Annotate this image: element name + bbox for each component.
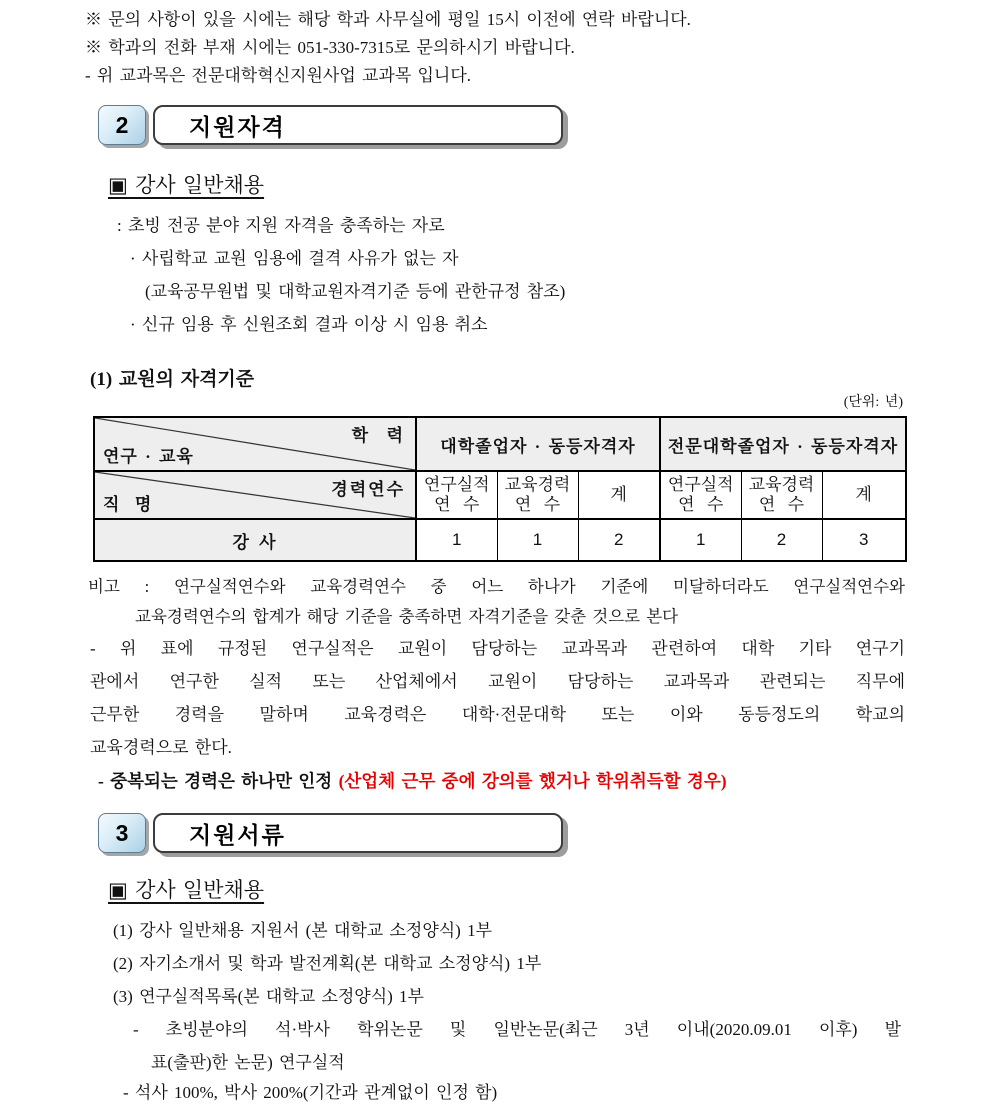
column-header-line: 연구실적	[667, 475, 734, 494]
remark-line: 교육경력연수의 합계가 해당 기준을 충족하면 자격기준을 갖춘 것으로 본다	[135, 607, 679, 626]
notices	[85, 6, 992, 90]
group-header-college: 전문대학졸업자 · 동등자격자	[660, 417, 906, 471]
table-corner-cell-career	[94, 471, 416, 519]
unit-label: (단위: 년)	[843, 395, 903, 410]
list-subitem: - 초빙분야의 석·박사 학위논문 및 일반논문(최근 3년 이내(2020.09.01 이후) 발	[133, 1020, 901, 1039]
list-subitem: - 석사 100%, 박사 200%(기간과 관계없이 인정 함)	[123, 1083, 498, 1102]
section-number-badge: 2	[98, 105, 146, 145]
column-header-line: 연구실적	[423, 475, 490, 494]
corner-label-top: 경력연수	[331, 480, 405, 499]
table-remark	[88, 572, 905, 632]
table-cell: 1	[660, 519, 741, 561]
list-item: (1) 강사 일반채용 지원서 (본 대학교 소정양식) 1부	[113, 921, 492, 940]
subheading-lecturer-hiring: ▣ 강사 일반채용	[108, 173, 265, 197]
note-red-text: (산업체 근무 중에 강의를 했거나 학위취득할 경우)	[338, 771, 727, 791]
duplicate-career-note	[98, 765, 992, 798]
section-number-badge: 3	[98, 813, 146, 853]
document-list	[85, 914, 992, 1107]
corner-label-top: 학 력	[351, 426, 405, 445]
criteria-paragraph	[90, 632, 905, 764]
notice-line: - 위 교과목은 전문대학혁신지원사업 교과목 입니다.	[85, 66, 472, 85]
paragraph-line: 관에서 연구한 실적 또는 산업체에서 교원이 담당하는 교과목과 관련되는 직무에	[90, 672, 905, 691]
list-item: (2) 자기소개서 및 학과 발전계획(본 대학교 소정양식) 1부	[113, 954, 542, 973]
note-black-text: - 중복되는 경력은 하나만 인정	[98, 771, 339, 791]
corner-label-bottom: 직 명	[103, 495, 153, 514]
column-header	[741, 471, 822, 519]
column-header-line: 연 수	[434, 495, 480, 514]
paragraph-line: 교육경력으로 한다.	[90, 738, 232, 757]
qualification-criteria-table	[93, 416, 907, 562]
table-cell: 2	[578, 519, 660, 561]
paragraph-line: - 위 표에 규정된 연구실적은 교원이 담당하는 교과목과 관련하여 대학 기타 연구기	[90, 639, 905, 658]
section-title-box: 지원서류	[153, 813, 563, 853]
table-corner-cell-education	[94, 417, 416, 471]
remark-line: 비고 : 연구실적연수와 교육경력연수 중 어느 하나가 기준에 미달하더라도 연구실적연수와	[88, 577, 905, 596]
notice-line: ※ 학과의 전화 부재 시에는 051-330-7315로 문의하시기 바랍니다.	[85, 38, 575, 57]
criteria-heading: (1) 교원의 자격기준	[90, 369, 255, 390]
table-cell: 1	[416, 519, 497, 561]
section-2-header	[98, 105, 992, 155]
column-header	[660, 471, 741, 519]
column-header-line: 계	[855, 485, 872, 504]
table-cell: 1	[497, 519, 578, 561]
section-3-header	[98, 813, 992, 863]
column-header	[497, 471, 578, 519]
table-cell: 3	[822, 519, 906, 561]
group-header-university: 대학졸업자 · 동등자격자	[416, 417, 660, 471]
qualification-block	[85, 209, 992, 341]
qualification-bullet: · 신규 임용 후 신원조회 결과 이상 시 임용 취소	[130, 315, 488, 334]
qualification-paren: (교육공무원법 및 대학교원자격기준 등에 관한규정 참조)	[145, 282, 566, 301]
section-title-box: 지원자격	[153, 105, 563, 145]
column-header-line: 연 수	[758, 495, 805, 514]
paragraph-line: 근무한 경력을 말하며 교육경력은 대학·전문대학 또는 이와 동등정도의 학교의	[90, 705, 905, 724]
column-header	[578, 471, 660, 519]
list-item: (3) 연구실적목록(본 대학교 소정양식) 1부	[113, 987, 424, 1006]
column-header	[822, 471, 906, 519]
subheading-lecturer-hiring: ▣ 강사 일반채용	[108, 878, 265, 902]
column-header-line: 계	[610, 485, 627, 504]
corner-label-bottom: 연구 · 교육	[103, 447, 194, 466]
notice-line: ※ 문의 사항이 있을 시에는 해당 학과 사무실에 평일 15시 이전에 연락 바랍니다.	[85, 10, 691, 29]
column-header-line: 교육경력	[504, 475, 571, 494]
row-label-lecturer: 강 사	[94, 519, 416, 561]
qualification-bullet: · 사립학교 교원 임용에 결격 사유가 없는 자	[130, 249, 459, 268]
list-subitem-continuation: 표(출판)한 논문) 연구실적	[151, 1053, 345, 1072]
column-header-line: 교육경력	[748, 475, 815, 494]
table-row	[94, 519, 906, 561]
column-header-line: 연 수	[514, 495, 561, 514]
table-cell: 2	[741, 519, 822, 561]
qualification-intro: : 초빙 전공 분야 지원 자격을 충족하는 자로	[117, 216, 445, 235]
column-header	[416, 471, 497, 519]
column-header-line: 연 수	[678, 495, 724, 514]
